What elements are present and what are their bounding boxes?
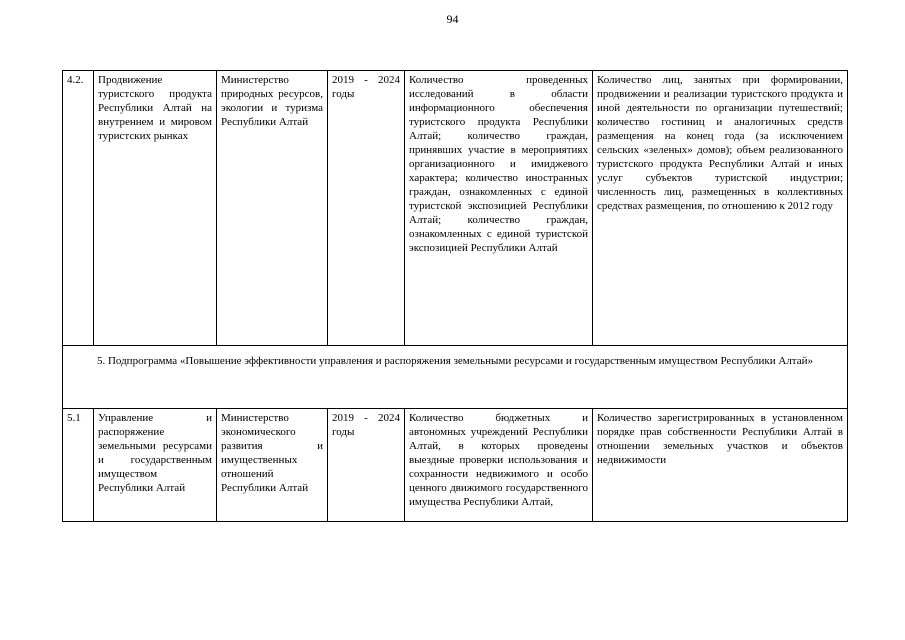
indicators: Количество лиц, занятых при формировании, продвижении и реализации туристского продукта и иной деятельности по организации путешествий; количество гостиниц и аналогичных средств размещения на конец года (за исключением сельских «зеленых» домов); объем реализованного туристского продукта Республики Алтай и иных услуг субъектов туристской индустрии; численность лиц, размещенных в коллективных средствах размещения, по отношению к 2012 году bbox=[593, 71, 848, 346]
row-number: 4.2. bbox=[63, 71, 94, 346]
table-row bbox=[63, 71, 848, 346]
executor: Министерство экономического развития и имущественных отношений Республики Алтай bbox=[217, 409, 328, 522]
indicators: Количество зарегистрированных в установленном порядке прав собственности Республики Алтай в отношении земельных участков и объектов недвижимости bbox=[593, 409, 848, 522]
period: 2019 - 2024 годы bbox=[328, 409, 405, 522]
executor: Министерство природных ресурсов, экологии и туризма Республики Алтай bbox=[217, 71, 328, 346]
measure-name: Продвижение туристского продукта Республики Алтай на внутреннем и мировом туристских рынках bbox=[94, 71, 217, 346]
page-number: 94 bbox=[446, 12, 459, 26]
row-number: 5.1 bbox=[63, 409, 94, 522]
period: 2019 - 2024 годы bbox=[328, 71, 405, 346]
measure-name: Управление и распоряжение земельными ресурсами и государственным имуществом Республики Алтай bbox=[94, 409, 217, 522]
expected-result: Количество проведенных исследований в области информационного обеспечения туристского продукта Республики Алтай; количество граждан, принявших участие в мероприятиях организационного и имиджевого характера; количество иностранных граждан, ознакомленных с единой туристской экспозицией Республики Алтай; количество граждан, ознакомленных с единой туристской экспозицией Республики Алтай bbox=[405, 71, 593, 346]
table-row bbox=[63, 409, 848, 522]
expected-result: Количество бюджетных и автономных учреждений Республики Алтай, в которых проведены выездные проверки использования и сохранности недвижимого и особо ценного движимого государственного имущества Республики Алтай, bbox=[405, 409, 593, 522]
subprogram-title: 5. Подпрограмма «Повышение эффективности управления и распоряжения земельными ресурсами и государственным имуществом Республики Алтай» bbox=[63, 346, 848, 409]
program-table bbox=[62, 70, 848, 522]
section-row bbox=[63, 346, 848, 409]
